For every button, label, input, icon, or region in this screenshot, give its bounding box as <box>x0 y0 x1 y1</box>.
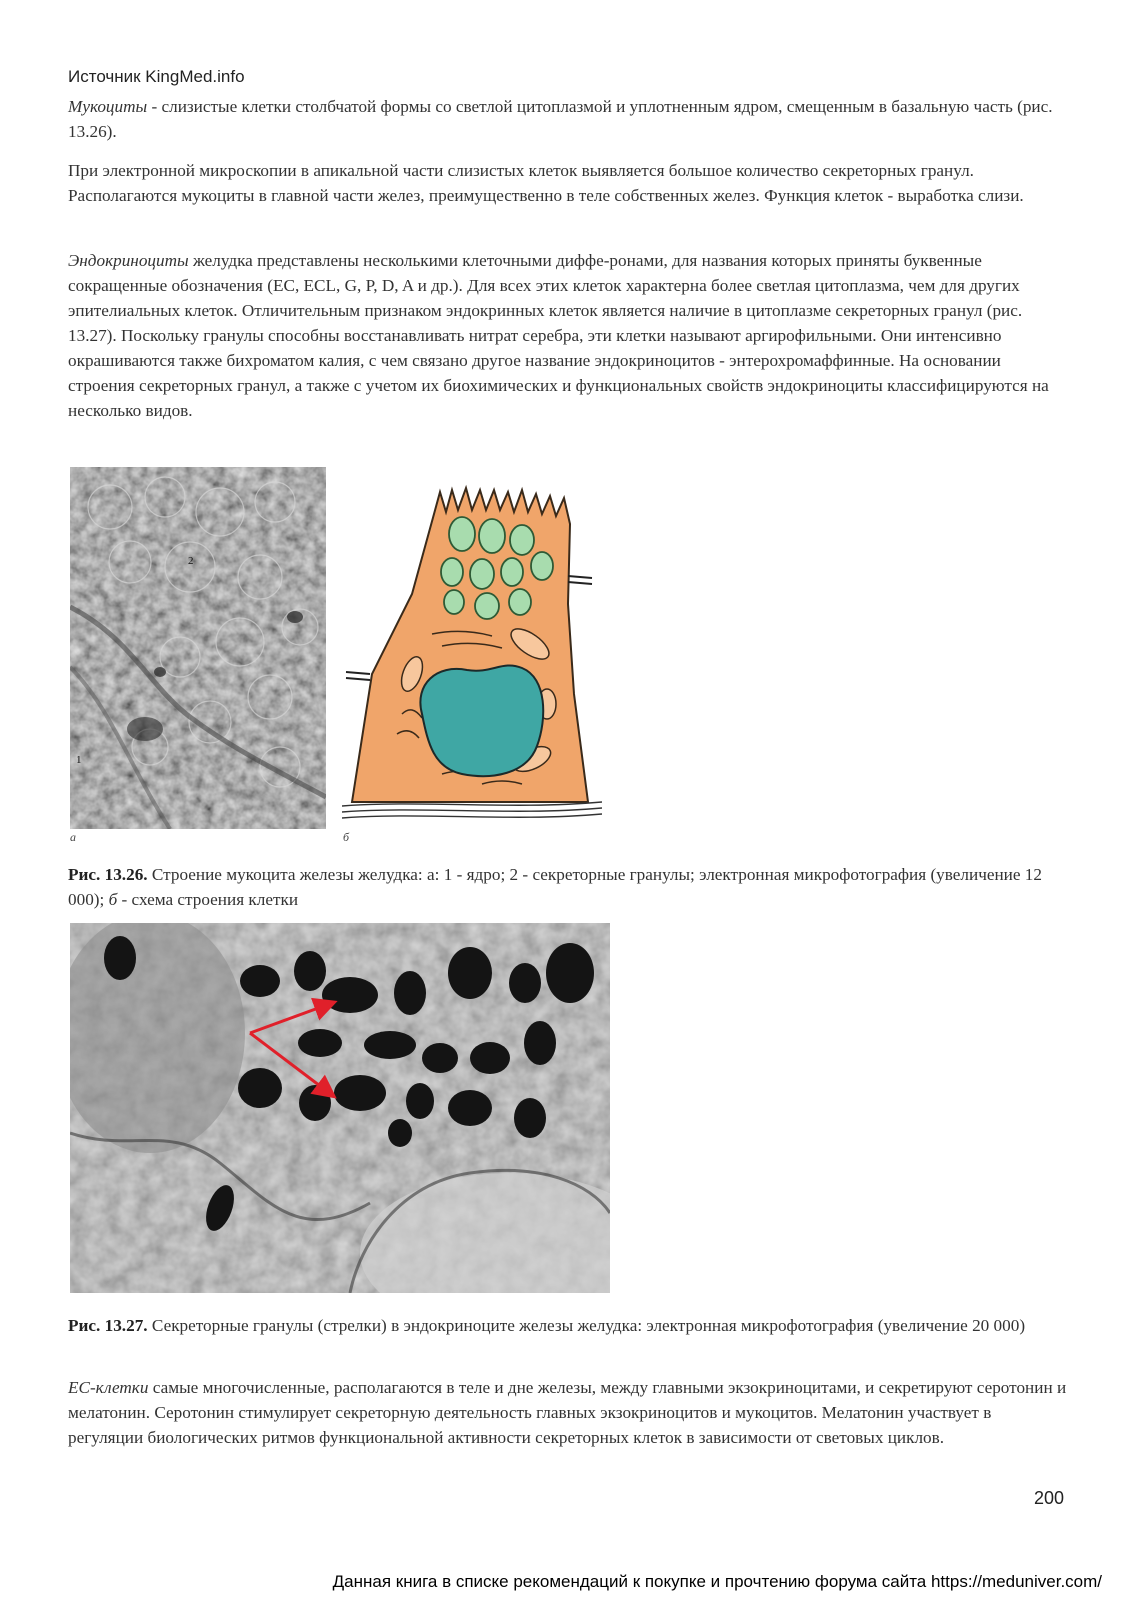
cell-nucleus <box>420 665 543 776</box>
page-number: 200 <box>1033 1488 1064 1508</box>
caption-italic-label: б <box>108 890 118 909</box>
micrograph-a-image <box>70 467 326 829</box>
caption-text: Строение мукоцита железы желудка: а: 1 - ядро; 2 - секреторные гранулы; электронная микрофотография (увеличение 12 000); <box>68 865 1042 909</box>
term-ec-cells: ЕС-клетки <box>68 1378 149 1397</box>
figure-caption-13-27 <box>68 1313 1068 1338</box>
term-mucocytes: Мукоциты <box>68 97 148 116</box>
figure-caption-13-26 <box>68 862 1068 912</box>
micrograph-endocrinocyte-image <box>70 923 610 1293</box>
paragraph-mucocytes <box>68 94 1068 144</box>
term-endocrinocytes: Эндокриноциты <box>68 251 189 270</box>
paragraph-text: желудка представлены несколькими клеточными диффе-ронами, для названия которых приняты буквенные сокращенные обозначения (ЕС, ECL, G, P, D, A и др.). Для всех этих клеток характерна более светлая цитоплазма, чем для других эпителиальных клеток. Отличительным признаком эндокринных клеток является наличие в цитоплазме секреторных гранул (рис. 13.27). Поскольку гранулы способны восстанавливать нитрат серебра, эти клетки называют аргирофильными. Они интенсивно окрашиваются также бихроматом калия, с чем связано другое название эндокриноцитов - энтерохромаффинные. На основании строения секреторных гранул, а также с учетом их биохимических и функциональных свойств эндокриноциты классифицируются на несколько видов. <box>68 251 1049 420</box>
paragraph-electron-microscopy <box>68 158 1068 208</box>
caption-number: Рис. 13.27. <box>68 1316 148 1335</box>
figure-label-b: б <box>343 830 350 844</box>
micrograph-mark-2: 2 <box>188 555 194 567</box>
paragraph-text: самые многочисленные, располагаются в теле и дне железы, между главными экзокриноцитами, и секретируют серотонин и мелатонин. Серотонин стимулирует секреторную деятельность главных экзокриноцитов и мукоцитов. Мелатонин участвует в регуляции биологических ритмов функциональной активности секреторных клеток в зависимости от световых циклов. <box>68 1378 1067 1447</box>
paragraph-ec-cells <box>68 1375 1068 1450</box>
paragraph-endocrinocytes <box>68 248 1068 423</box>
basement-membrane <box>342 802 602 818</box>
caption-text: - схема строения клетки <box>117 890 299 909</box>
source-header: Источник KingMed.info <box>68 67 245 86</box>
caption-number: Рис. 13.26. <box>68 865 148 884</box>
caption-text: Секреторные гранулы (стрелки) в эндокриноците железы желудка: электронная микрофотография (увеличение 20 000) <box>147 1316 1026 1335</box>
mucocyte-diagram <box>342 484 602 829</box>
paragraph-text: - слизистые клетки столбчатой формы со светлой цитоплазмой и уплотненным ядром, смещенным в базальную часть (рис. 13.26). <box>68 97 1053 141</box>
figure-label-a: а <box>70 830 76 844</box>
micrograph-mark-1: 1 <box>76 754 82 766</box>
paragraph-text: При электронной микроскопии в апикальной части слизистых клеток выявляется большое количество секреторных гранул. Располагаются мукоциты в главной части желез, преимущественно в теле собственных желез. Функция клеток - выработка слизи. <box>68 161 1024 205</box>
footer-recommendation: Данная книга в списке рекомендаций к покупке и прочтению форума сайта https://meduniver.com/ <box>332 1572 1102 1591</box>
